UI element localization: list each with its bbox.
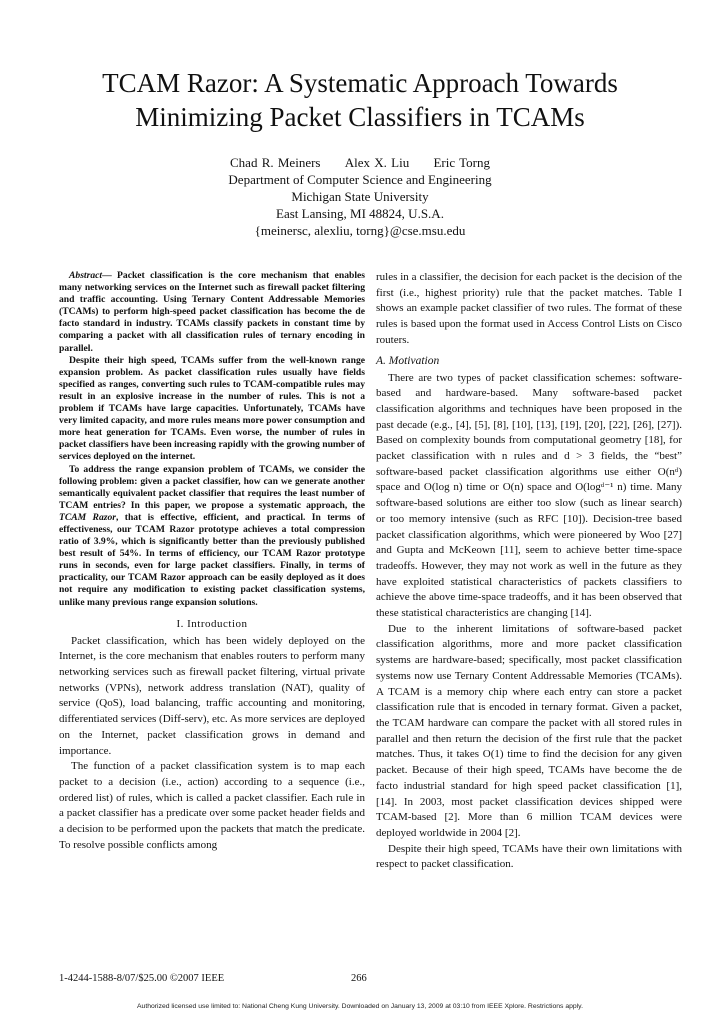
abstract-label: Abstract <box>69 270 103 281</box>
abstract-text-3a: To address the range expansion problem of TCAMs, we consider the following problem: given a packet classifier, how can we generate another semantically equivalent packet classifier that requires the least number of TCAM entries? In this paper, we propose a systematic approach, the <box>59 463 365 511</box>
motivation-paragraph-3: Despite their high speed, TCAMs have their own limitations with respect to packet classification. <box>376 842 682 871</box>
paper-title <box>40 66 680 134</box>
abstract-emphasis: TCAM Razor <box>59 511 117 523</box>
abstract-paragraph-1 <box>59 270 365 355</box>
intro-paragraph-2: The function of a packet classification system is to map each packet to a decision (i.e., action) according to a sequence (i.e., ordered list) of rules, which is called a packet classifier. Each rule in a packet classifier has a predicate over some packet header fields and a decision to be performed upon the packets that match the predicate. To resolve possible conflicts among <box>59 760 365 851</box>
authorization-notice: Authorized licensed use limited to: National Cheng Kung University. Downloaded on January 13, 2009 at 03:10 from IEEE Xplore. Restrictions apply. <box>137 1003 583 1010</box>
footer-isbn: 1-4244-1588-8/07/$25.00 ©2007 IEEE <box>59 973 225 984</box>
title-line-2: Minimizing Packet Classifiers in TCAMs <box>135 102 585 132</box>
abstract-paragraph-3 <box>59 464 365 609</box>
author-name: Alex X. Liu <box>344 155 410 170</box>
intro-paragraph-1: Packet classification, which has been widely deployed on the Internet, is the core mechanism that enables routers to perform many networking services such as firewall packet filtering, virtual private networks (VPNs), network address translation (NAT), quality of service (QoS), load balancing, traffic accounting and monitoring, differentiated services (Diff-serv), etc. As more services are deployed on the Internet, packet classification grows in demand and importance. <box>59 634 365 757</box>
abstract-text-1: — Packet classification is the core mechanism that enables many networking services on the Internet such as firewall packet filtering and traffic accounting. Using Ternary Content Addressable Memories (TCAMs) to perform high-speed packet classification has become the de facto standard in industry. TCAMs classify packets in constant time by comparing a packet with all classification rules of ternary encoding in parallel. <box>59 270 365 354</box>
author-address: East Lansing, MI 48824, U.S.A. <box>276 206 444 221</box>
abstract-paragraph-2: Despite their high speed, TCAMs suffer from the well-known range expansion problem. As packet classification rules usually have fields specified as ranges, converting such rules to TCAM-compatible rules may result in an explosive increase in the number of rules. This is not a problem if TCAMs have large capacities. Unfortunately, TCAMs have very limited capacity, and more rules means more power consumption and more heat generation for TCAMs. Even worse, the number of rules in packet classifiers have been increasing rapidly with the growing number of services deployed on the internet. <box>59 354 365 463</box>
author-department: Department of Computer Science and Engineering <box>228 172 492 187</box>
right-paragraph-0: rules in a classifier, the decision for each packet is the decision of the first (i.e., highest priority) rule that the packet matches. Table I shows an example packet classifier of two rules. The format of these rules is based upon the format used in Access Control Lists on Cisco routers. <box>376 271 682 346</box>
left-column <box>59 270 365 853</box>
author-name: Chad R. Meiners <box>230 155 321 170</box>
subsection-heading-motivation: A. Motivation <box>376 354 440 367</box>
motivation-paragraph-1: There are two types of packet classification schemes: software-based and hardware-based. Many software-based packet classification algorithms and techniques have been proposed in the past decade (e.g., [4], [5], [8], [10], [13], [19], [20], [22], [26], [27]). Based on complexity bounds from computational geometry [18], for packet classification with n rules and d > 3 fields, the “best” software-based packet classification algorithms use either O(nᵈ) space and O(log n) time or O(n) space and O(logᵈ⁻¹ n) time. Many software-based solutions are either too slow (such as linear search) or too memory intensive (such as RFC [10]). Decision-tree based packet classification algorithms, which were pioneered by Woo [27] and Gupta and McKeown [11], seem to achieve better time-space tradeoffs. However, they may not work as well in the future as they have exploited statistical characteristics of packets classifiers to achieve the above time-space tradeoffs, and it has been observed that these statistical characteristics are changing [14]. <box>376 371 682 620</box>
abstract-text-3b: , that is effective, efficient, and practical. In terms of effectiveness, our TCAM Razor prototype achieves a total compression ratio of 3.9%, which is significantly better than the previously published best result of 54%. In terms of efficiency, our TCAM Razor prototype runs in seconds, even for large packet classifiers. Finally, in terms of practicality, our TCAM Razor approach can be easily deployed as it does not require any modification to existing packet classification systems, unlike many previous range expansion solutions. <box>59 511 366 608</box>
author-university: Michigan State University <box>291 189 429 204</box>
right-column <box>376 270 682 873</box>
author-block <box>40 154 680 239</box>
author-email: {meinersc, alexliu, torng}@cse.msu.edu <box>254 223 466 238</box>
section-heading-introduction: I. Introduction <box>176 617 248 630</box>
abstract <box>59 270 365 609</box>
author-name: Eric Torng <box>433 155 490 170</box>
page-number: 266 <box>351 973 367 984</box>
title-line-1: TCAM Razor: A Systematic Approach Towards <box>102 68 618 98</box>
author-names <box>40 154 680 171</box>
motivation-paragraph-2: Due to the inherent limitations of software-based packet classification algorithms, more and more packet classification systems are hardware-based; specifically, most packet classification systems now use Ternary Content Addressable Memories (TCAMs). A TCAM is a memory chip where each entry can store a packet classification rule that is encoded in ternary format. Given a packet, the TCAM hardware can compare the packet with all stored rules in parallel and then return the decision of the first rule that the packet matches. Thus, it takes O(1) time to find the decision for any given packet. Because of their high speed, TCAMs have become the de facto industrial standard for high speed packet classification [1], [14]. In 2003, most packet classification devices shipped were TCAM-based [2]. More than 6 million TCAM devices were deployed worldwide in 2004 [2]. <box>376 622 682 839</box>
